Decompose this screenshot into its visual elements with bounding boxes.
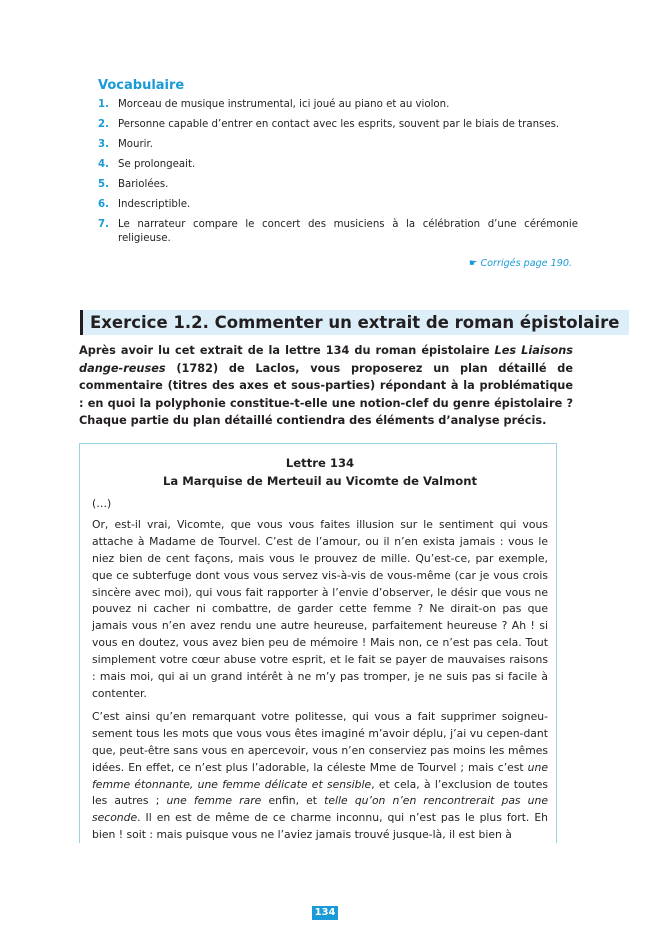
vocabulary-list [98,98,578,246]
letter-body [92,496,548,843]
letter-title: Lettre 134 [285,456,355,470]
letter-excerpt-box [79,443,557,843]
list-item [98,158,578,172]
letter-paragraph [92,709,548,843]
pointing-hand-icon: ☛ [468,258,478,269]
item-text: Se prolongeait. [118,159,196,170]
page-number: 134 [312,906,338,920]
italic-quote: une femme étonnante, une femme délicate et sensible [92,760,548,791]
instructions-text: (1782) de Laclos, vous proposerez un plan détaillé de commentaire (titres des axes et sous-parties) répondant à la problématique : en quoi la polyphonie constitue-t-elle une notion-clef du genre épistolaire ? Chaque partie du plan détaillé contiendra des éléments d’analyse précis. [79,361,573,428]
italic-quote: telle qu’on n’en rencontrerait pas une seconde [92,794,549,825]
letter-subtitle: La Marquise de Merteuil au Vicomte de Valmont [162,474,477,488]
answers-reference-text: Corrigés page 190. [480,258,572,269]
ellipsis: (…) [92,497,112,510]
list-item [98,178,578,192]
list-item [98,118,578,132]
item-text: Morceau de musique instrumental, ici joué au piano et au violon. [118,99,450,110]
exercise-instructions [79,342,573,430]
instructions-text: Après avoir lu cet extrait de la lettre 134 du roman épistolaire [79,344,495,358]
item-number: 4. [98,159,109,170]
list-item [98,138,578,152]
item-number: 3. [98,139,109,150]
exercise-title: Exercice 1.2. Commenter un extrait de roman épistolaire [80,310,629,335]
item-number: 6. [98,199,109,210]
text-run: . Il en est de même de ce charme inconnu, qui n’est pas le plus fort. Eh bien ! soit : mais puisque vous ne l’aviez jamais trouvé jusque-là, il est bien à [92,811,548,842]
list-item [98,98,578,112]
text-run: enfin, et [261,794,325,808]
item-text: Mourir. [118,139,153,150]
vocabulary-heading: Vocabulaire [98,78,185,93]
item-text: Le narrateur compare le concert des musiciens à la célébration d’une cérémonie religieuse. [118,219,578,244]
text-run: , et cela, à l’exclusion de toutes les autres ; [92,777,548,808]
item-text: Indescriptible. [118,199,191,210]
answers-reference [469,258,572,269]
item-number: 7. [98,219,109,230]
item-text: Bariolées. [118,179,169,190]
item-text: Personne capable d’entrer en contact avec les esprits, souvent par le biais de transes. [118,119,560,130]
list-item [98,218,578,246]
italic-quote: une femme rare [166,794,262,808]
vocabulary-section [98,78,578,252]
letter-paragraph: Or, est-il vrai, Vicomte, que vous vous faites illusion sur le sentiment qui vous attache à Madame de Tourvel. C’est de l’amour, ou il n’en exista jamais : vous le niez bien de cent façons, mais vous le prouvez de mille. Qu’est-ce, par exemple, que ce subterfuge dont vous vous servez vis-à-vis de vous-même (car je vous crois sincère avec moi), qui vous fait rapporter à l’envie d’observer, le désir que vous ne pouvez ni cacher ni combattre, de garder cette femme ? Ne dirait-on pas que jamais vous n’en avez rendu une autre heureuse, parfaitement heureuse ? Ah ! si vous en doutez, vous avez bien peu de mémoire ! Mais non, ce n’est pas cela. Tout simplement votre cœur abuse votre esprit, et le fait se payer de mauvaises raisons : mais moi, qui ai un grand intérêt à ne m’y pas tromper, je ne suis pas si facile à contenter. [92,517,548,700]
item-number: 1. [98,99,109,110]
text-run: C’est ainsi qu’en remarquant votre politesse, qui vous a fait supprimer soigneu-sement tous les mots que vous vous êtes imaginé m’avoir déplu, j’ai vu cepen-dant que, peut-être sans vous en apercevoir, vous n’en conserviez pas moins les mêmes idées. En effet, ce n’est plus l’adorable, la céleste Mme de Tourvel ; mais c’est [92,709,548,774]
item-number: 5. [98,179,109,190]
book-title: Les Liaisons dange-reuses [79,344,573,375]
list-item [98,198,578,212]
item-number: 2. [98,119,109,130]
